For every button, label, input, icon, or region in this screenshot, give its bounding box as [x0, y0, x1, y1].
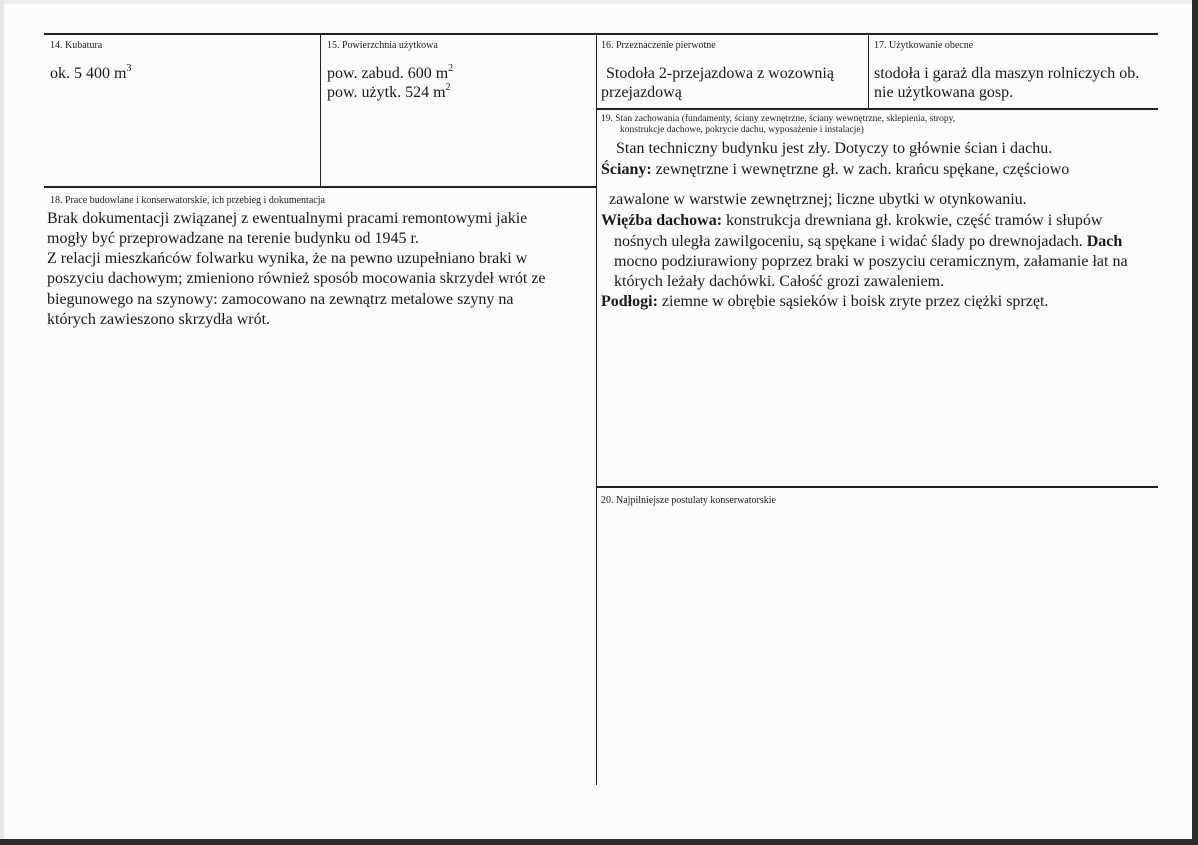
grid-vline-14-15 — [320, 33, 321, 187]
field-15-label: 15. Powierzchnia użytkowa — [327, 40, 438, 51]
field-19-walls-text: zewnętrzne i wewnętrzne gł. w zach. krańcu spękane, częściowo — [655, 161, 1070, 178]
field-15-usable-area-value — [327, 83, 451, 102]
grid-vline-16-17 — [868, 33, 869, 109]
field-18-line: Brak dokumentacji związanej z ewentualnymi pracami remontowymi jakie — [47, 210, 528, 227]
field-16-label: 16. Przeznaczenie pierwotne — [601, 40, 716, 51]
field-19-floors-heading: Podłogi: — [601, 293, 658, 310]
field-19-roof-line-2: których leżały dachówki. Całość grozi zawaleniem. — [614, 273, 945, 290]
field-19-truss-heading: Więźba dachowa: — [601, 212, 723, 229]
field-18-line: poszyciu dachowym; zmieniono również sposób mocowania skrzydeł wrót ze — [47, 270, 546, 287]
field-19-roof-line-1: mocno podziurawiony poprzez braki w poszyciu ceramicznym, załamanie łat na — [614, 253, 1128, 270]
field-14-label: 14. Kubatura — [50, 40, 103, 51]
field-15-usable-area-text: pow. użytk. 524 m — [327, 84, 446, 101]
field-14-value-text: ok. 5 400 m — [50, 65, 127, 82]
field-17-line-1: stodoła i garaż dla maszyn rolniczych ob. — [874, 65, 1140, 82]
field-19-walls-heading: Ściany: — [601, 161, 652, 178]
field-19-label-line-1: 19. Stan zachowania (fundamenty, ściany zewnętrzne, ściany wewnętrzne, sklepienia, stropy, — [601, 114, 956, 124]
field-19-floors-text: ziemne w obrębie sąsieków i boisk zryte przez ciężki sprzęt. — [661, 293, 1049, 310]
field-18-label: 18. Prace budowlane i konserwatorskie, ich przebieg i dokumentacja — [50, 195, 325, 206]
field-16-line-1: Stodoła 2-przejazdowa z wozownią — [606, 65, 834, 82]
grid-vline-center — [596, 33, 597, 785]
field-16-line-2: przejazdową — [601, 84, 682, 101]
scan-edge-right — [1192, 0, 1198, 845]
field-19-walls — [601, 160, 1069, 179]
field-19-intro: Stan techniczny budynku jest zły. Dotyczy to głównie ścian i dachu. — [616, 140, 1053, 157]
field-15-built-area-exponent: 2 — [448, 63, 454, 74]
scan-edge-top — [0, 0, 1198, 4]
field-19-truss-line-2 — [614, 232, 1122, 251]
grid-line-16-17-bottom — [596, 108, 1158, 110]
field-15-usable-area-exponent: 2 — [445, 82, 451, 93]
field-19-truss — [601, 211, 1102, 230]
field-19-roof-heading: Dach — [1086, 233, 1123, 250]
field-20-label: 20. Najpilniejsze postulaty konserwatorskie — [601, 495, 776, 506]
field-18-line: Z relacji mieszkańców folwarku wynika, że na pewno uzupełniano braki w — [47, 250, 528, 267]
grid-line-19-bottom — [596, 486, 1158, 488]
field-19-truss-line-2-text: nośnych uległa zawilgoceniu, są spękane i widać ślady po drewnojadach. — [614, 233, 1083, 250]
field-19-label-line-2: konstrukcje dachowe, pokrycie dachu, wyposażenie i instalacje) — [620, 125, 864, 135]
grid-top-line — [44, 33, 1158, 35]
scan-edge-bottom — [0, 839, 1198, 845]
field-15-built-area-text: pow. zabud. 600 m — [327, 65, 449, 82]
field-18-line: których zawieszono skrzydła wrót. — [47, 311, 271, 328]
field-18-line: biegunowego na szynowy: zamocowano na zewnątrz metalowe szyny na — [47, 291, 514, 308]
scan-edge-left — [0, 0, 4, 845]
field-15-built-area — [327, 64, 453, 83]
field-14-value-exponent: 3 — [126, 63, 132, 74]
field-19-truss-text: konstrukcja drewniana gł. krokwie, część tramów i słupów — [726, 212, 1103, 229]
field-19-floors — [601, 292, 1048, 311]
field-14-value — [50, 64, 131, 83]
field-17-label: 17. Użytkowanie obecne — [874, 40, 974, 51]
field-17-line-2: nie użytkowana gosp. — [874, 84, 1014, 101]
field-18-line: mogły być przeprowadzane na terenie budynku od 1945 r. — [47, 230, 419, 247]
field-19-walls-cont: zawalone w warstwie zewnętrznej; liczne ubytki w otynkowaniu. — [609, 191, 1027, 208]
